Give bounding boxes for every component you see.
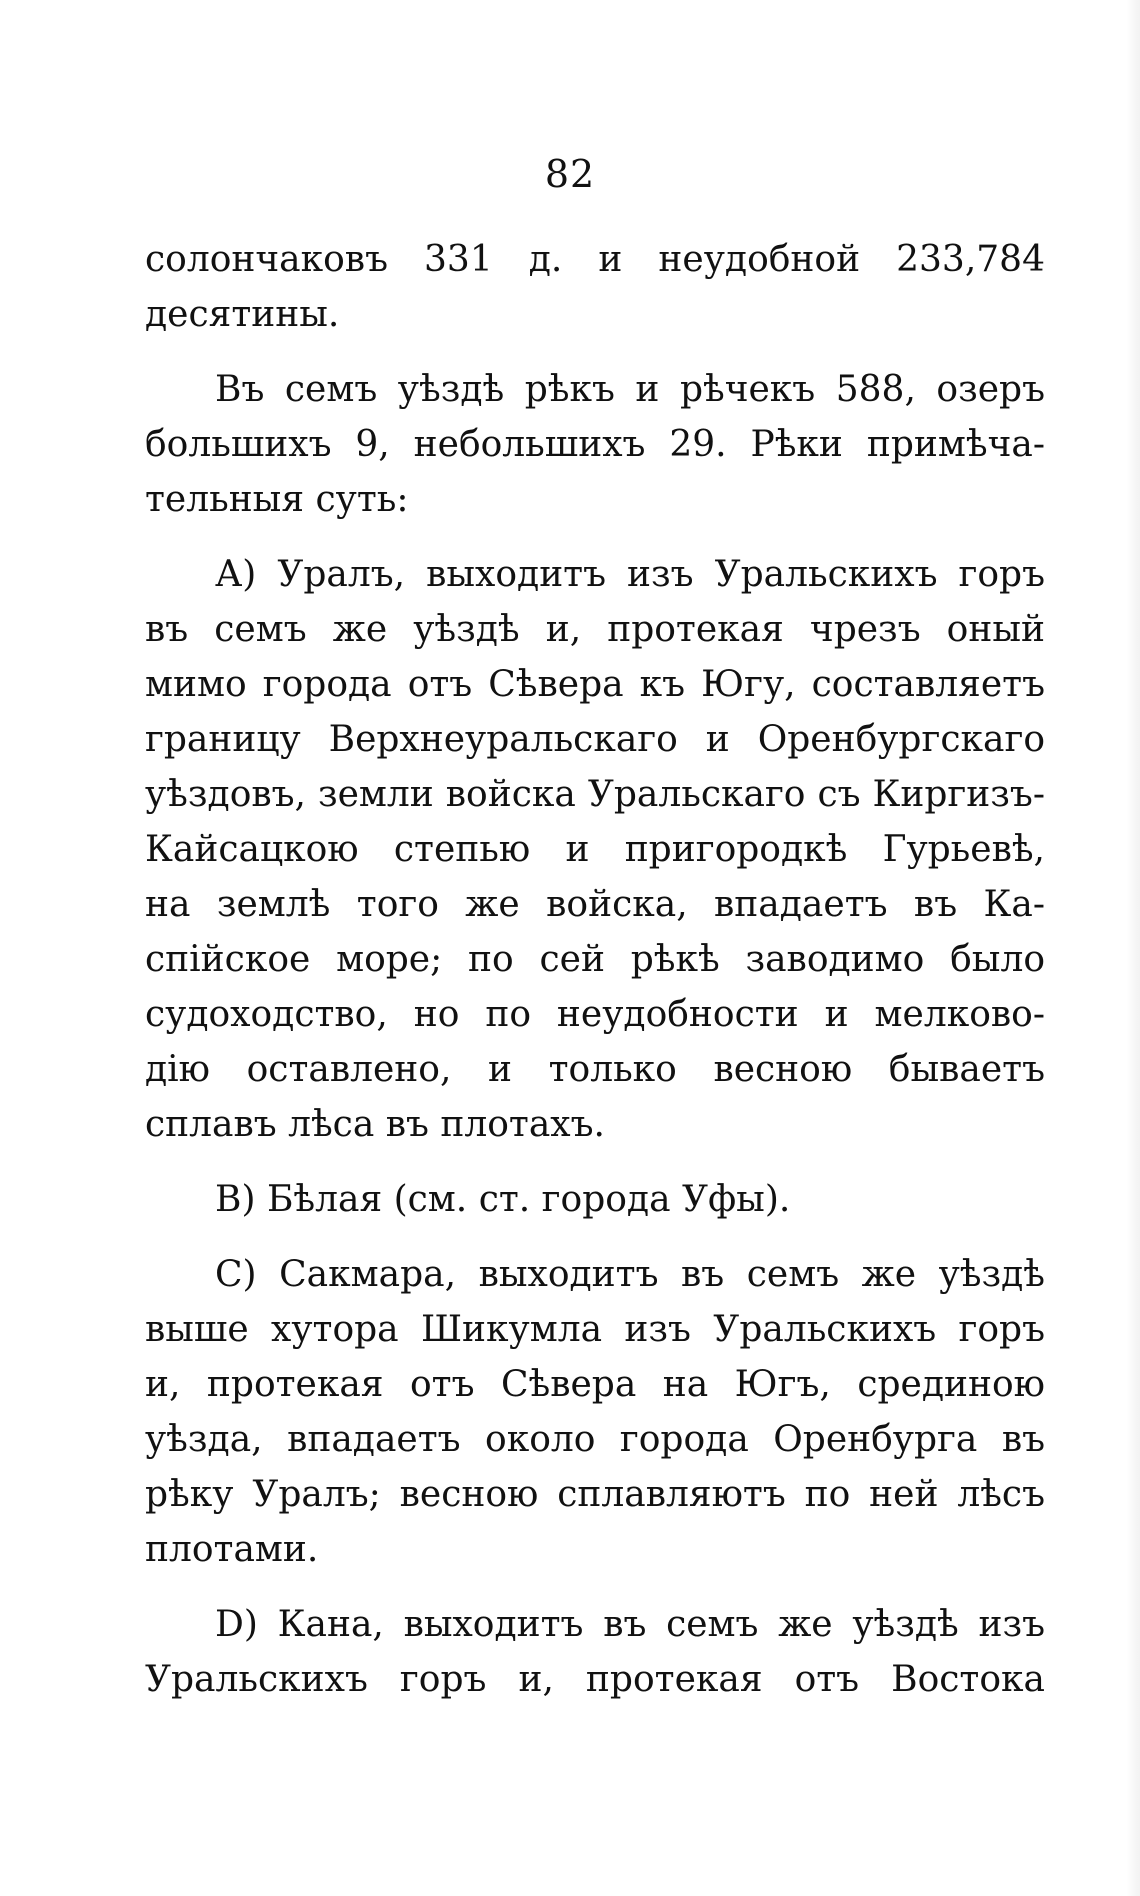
- text-line: солончаковъ 331 д. и неудобной 233,784: [145, 239, 1045, 280]
- text-line: В) Бѣлая (см. ст. города Уфы).: [215, 1179, 791, 1220]
- paragraph: [145, 547, 1045, 1152]
- paragraph: [145, 1247, 1045, 1577]
- paragraph: [145, 232, 1045, 342]
- page-number: 82: [544, 152, 596, 196]
- text-line: плотами.: [145, 1529, 319, 1570]
- text-line: въ семъ же уѣздѣ и, протекая чрезъ оный: [145, 609, 1045, 650]
- text-line: Уральскихъ горъ и, протекая отъ Востока: [145, 1659, 1045, 1700]
- body-text: [145, 232, 1045, 1707]
- text-line: тельныя суть:: [145, 479, 409, 520]
- text-line: уѣзда, впадаетъ около города Оренбурга въ: [145, 1419, 1045, 1460]
- text-line: границу Верхнеуральскаго и Оренбургскаго: [145, 719, 1045, 760]
- text-line: D) Кана, выходитъ въ семъ же уѣздѣ изъ: [215, 1604, 1045, 1645]
- text-line: сплавъ лѣса въ плотахъ.: [145, 1104, 605, 1145]
- paragraph: [145, 362, 1045, 527]
- text-line: рѣку Уралъ; весною сплавляютъ по ней лѣсъ: [145, 1474, 1045, 1515]
- text-line: Кайсацкою степью и пригородкѣ Гурьевѣ,: [145, 829, 1045, 870]
- text-line: мимо города отъ Сѣвера къ Югу, составляетъ: [145, 664, 1045, 705]
- text-line: Въ семъ уѣздѣ рѣкъ и рѣчекъ 588, озеръ: [215, 369, 1045, 410]
- text-line: на землѣ того же войска, впадаетъ въ Ка-: [145, 884, 1045, 925]
- text-line: десятины.: [145, 294, 340, 335]
- text-line: судоходство, но по неудобности и мелково-: [145, 994, 1045, 1035]
- text-line: и, протекая отъ Сѣвера на Югъ, срединою: [145, 1364, 1045, 1405]
- text-line: А) Уралъ, выходитъ изъ Уральскихъ горъ: [215, 554, 1045, 595]
- page-edge-shadow: [1126, 0, 1140, 1896]
- text-line: выше хутора Шикумла изъ Уральскихъ горъ: [145, 1309, 1045, 1350]
- text-line: С) Сакмара, выходитъ въ семъ же уѣздѣ: [215, 1254, 1045, 1295]
- text-line: спійское море; по сей рѣкѣ заводимо было: [145, 939, 1045, 980]
- text-line: большихъ 9, небольшихъ 29. Рѣки примѣча-: [145, 424, 1045, 465]
- text-line: уѣздовъ, земли войска Уральскаго съ Киргизъ-: [145, 774, 1045, 815]
- text-line: дію оставлено, и только весною бываетъ: [145, 1049, 1045, 1090]
- paragraph: [145, 1172, 1045, 1227]
- paragraph: [145, 1597, 1045, 1707]
